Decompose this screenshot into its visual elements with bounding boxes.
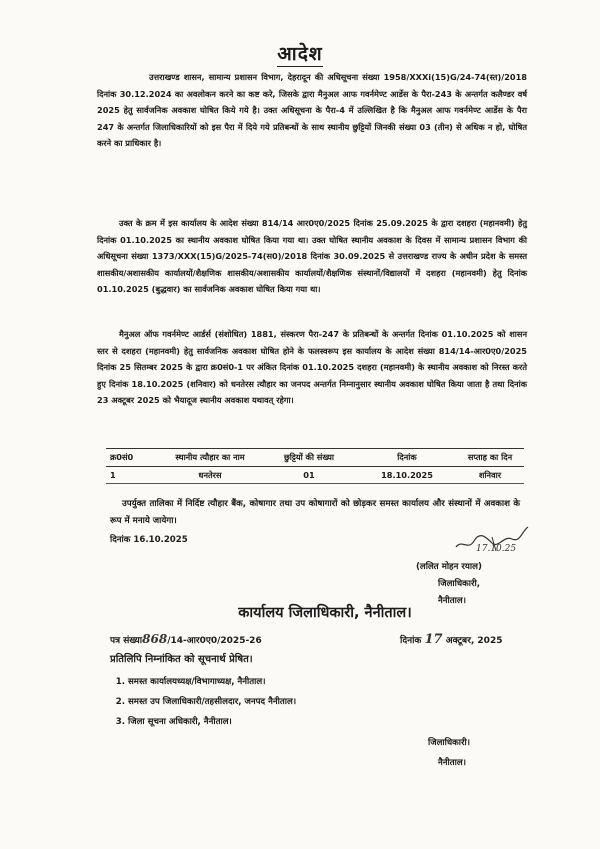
copy-heading: प्रतिलिपि निम्नांकित को सूचनार्थ प्रेषित। (110, 654, 253, 665)
list-item: 2. समस्त उप जिलाधिकारी/तहसीलदार, जनपद नैनीताल। (128, 692, 296, 712)
header-weekday: सप्ताह का दिन (456, 449, 524, 467)
holiday-table (106, 448, 524, 484)
paragraph-2: उक्त के क्रम में इस कार्यालय के आदेश संख्या 814/14 आर0ए0/2025 दिनांक 25.09.2025 के द्वारा दशहरा (महानवमी) हेतु दिनांक 01.10.2025 का स्थानीय अवकाश घोषित किया गया था। उक्त घोषित स्थानीय अवकाश के दिवस में सामान्य प्रशासन विभाग की अधिसूचना संख्या 1373/XXX(15)G/2025-74(स0)/2018 दिनांक 30.09.2025 से उत्तराखण्ड राज्य के अधीन प्रदेश के समस्त शासकीय/अशासकीय कार्यालयों/शैक्षणिक शासकीय/अशासकीय कार्यालयों/शैक्षणिक संस्थानों/विद्यालयों में दशहरा (महानवमी) हेतु दिनांक 01.10.2025 (बुद्धवार) का सार्वजनिक अवकाश घोषित किया गया था। (97, 218, 527, 295)
header-serial: क्र0सं0 (106, 449, 160, 467)
signature-date-text: 17.10.25 (476, 544, 517, 554)
cell-weekday: शनिवार (456, 467, 524, 484)
letter-number-handwritten: 868 (142, 632, 168, 646)
cell-serial: 1 (106, 467, 160, 484)
letter-number-prefix: पत्र संख्या (110, 636, 143, 646)
letter-date-prefix: दिनांक (400, 636, 422, 646)
header-date: दिनांक (358, 449, 456, 467)
header-festival: स्थानीय त्यौहार का नाम (160, 449, 260, 467)
page-title (0, 40, 600, 66)
cell-date: 18.10.2025 (358, 467, 456, 484)
paragraph-3: मैनुअल ऑफ गवर्नमेण्ट आर्डर्स (संशोधित) 1881, संस्करण पैरा-247 के प्रतिबन्धों के अन्तर्गत दिनांक 01.10.2025 को शासन स्तर से दशहरा (महानवमी) हेतु सार्वजनिक अवकाश घोषित होने के फलस्वरूप इस कार्यालय के आदेश संख्या 814/14-आर0ए0/2025 दिनांक 25 सितम्बर 2025 के द्वारा क्र0सं0-1 पर अंकित दिनांक 01.10.2025 दशहरा (महानवमी) के स्थानीय अवकाश को निरस्त करते हुए दिनांक 18.10.2025 (शनिवार) को धनतेरस त्यौहार का जनपद अन्तर्गत निम्नानुसार स्थानीय अवकाश घोषित किया जाता है तथा दिनांक 23 अक्टूबर 2025 को भैयादूज स्थानीय अवकाश यथावत् रहेगा। (97, 329, 527, 406)
list-item: 3. जिला सूचना अधिकारी, नैनीताल। (128, 712, 296, 732)
paragraph-1: उत्तराखण्ड शासन, सामान्य प्रशासन विभाग, देहरादून की अधिसूचना संख्या 1958/XXXi(15)G/24-74(स्त)/2018 दिनांक 30.12.2024 का अवलोकन करने का कष्ट करे, जिसके द्वारा मैनुअल आफ गवर्नमेण्ट आर्डेस के पैरा-243 के अन्तर्गत कलैण्डर वर्ष 2025 हेतु सार्वजनिक अवकाश घोषित किये गये है। उक्त अधिसूचना के पैरा-4 में उल्लिखित है कि मैनुअल आफ गवर्नमेण्ट आर्डेस के पैरा 247 के अन्तर्गत जिलाधिकारियों को इस पैरा में दिये गये प्रतिबन्धों के साथ स्थानीय छुट्टियों जिनकी संख्या 03 (तीन) से अधिक न हो, घोषित करने का प्राधिकार है। (97, 72, 527, 149)
title-text: आदेश (277, 43, 323, 65)
after-table-text: उपर्युक्त तालिका में निर्दिष्ट त्यौहार बैंक, कोषागार तथा उप कोषागारों को छोड़कर समस्त कार्यालय और संस्थानों में अवकाश के रूप में मनाये जायेगा। (110, 499, 520, 526)
letter-number-suffix: /14-आर0ए0/2025-26 (167, 636, 262, 646)
table-row (106, 467, 524, 484)
table-header-row (106, 449, 524, 467)
signatory-place: नैनीताल। (438, 596, 466, 606)
letter-number (110, 632, 262, 646)
signatory-designation: जिलाधिकारी, (438, 579, 480, 589)
header-count: छुट्टियों की संख्या (260, 449, 358, 467)
letter-date-suffix: अक्टूबर, 2025 (445, 636, 503, 646)
list-item: 1. समस्त कार्यालयध्यक्ष/विभागाध्यक्ष, नैनीताल। (128, 672, 296, 692)
office-heading: कार्यालय जिलाधिकारी, नैनीताल। (238, 605, 412, 621)
signatory-name: (ललित मोहन रयाल) (416, 562, 482, 572)
signatory2-place: नैनीताल। (438, 758, 466, 768)
letter-date (400, 632, 502, 647)
copy-list (108, 672, 296, 732)
handwritten-signature (452, 517, 532, 557)
cell-festival: धनतेरस (160, 467, 260, 484)
cell-count: 01 (260, 467, 358, 484)
signatory2-designation: जिलाधिकारी। (428, 738, 470, 748)
letter-date-handwritten: 17 (424, 632, 443, 647)
signatory-block-2 (428, 733, 470, 773)
order-date: दिनांक 16.10.2025 (110, 535, 188, 545)
